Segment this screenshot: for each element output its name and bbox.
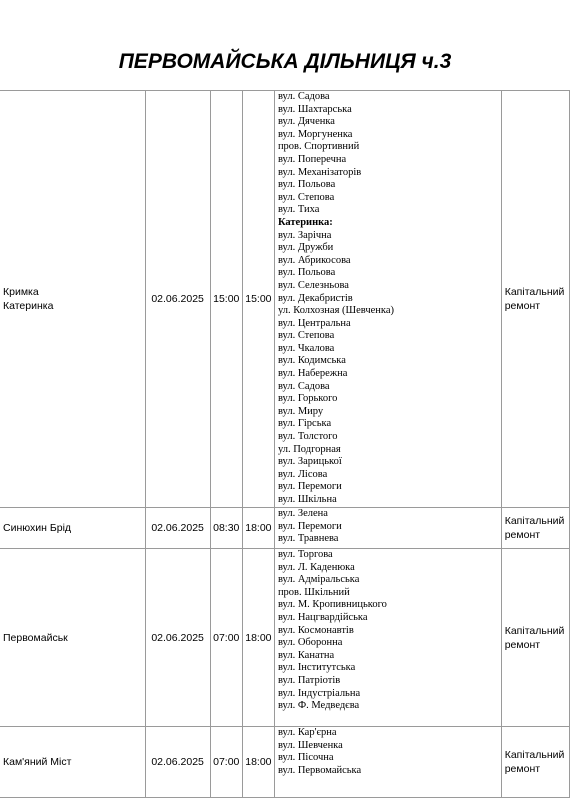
street-item: вул. Лісова (277, 468, 328, 480)
time-to-cell: 15:00 (242, 91, 274, 508)
date-cell: 02.06.2025 (145, 549, 210, 727)
work-type-text: Капітальний (504, 286, 565, 298)
street-item: вул. Зарічна (277, 229, 332, 241)
street-item: вул. Толстого (277, 431, 338, 443)
work-type-text: ремонт (504, 638, 541, 651)
street-item: вул. Степова (277, 191, 335, 203)
street-item: вул. Селезньова (277, 279, 349, 291)
date-cell: 02.06.2025 (145, 91, 210, 508)
street-item: вул. Шкільна (277, 494, 337, 505)
streets-cell (274, 549, 501, 727)
work-type-text: Капітальний (504, 749, 565, 761)
street-item: вул. Канатна (277, 649, 335, 661)
street-item: вул. Кар'єрна (277, 727, 337, 738)
street-item: вул. Польова (277, 179, 336, 191)
work-type-cell (501, 727, 569, 798)
street-item: вул. Адміральська (277, 574, 360, 586)
street-item: вул. Моргуненка (277, 128, 353, 140)
work-type-text: Капітальний (504, 624, 565, 637)
street-item: вул. Оборонна (277, 637, 343, 649)
time-to-cell: 18:00 (242, 549, 274, 727)
page-title: ПЕРВОМАЙСЬКА ДІЛЬНИЦЯ ч.3 (118, 50, 452, 73)
street-item: вул. М. Кропивницького (277, 599, 387, 611)
work-type-text: ремонт (504, 300, 541, 312)
street-item: вул. Гірська (277, 418, 332, 430)
street-item: вул. Інститутська (277, 662, 356, 674)
work-type-text: ремонт (504, 529, 541, 541)
settlement-cell (0, 91, 145, 508)
street-item: вул. Травнева (277, 533, 339, 545)
street-item: вул. Л. Каденюка (277, 561, 355, 573)
time-to-cell: 18:00 (242, 727, 274, 798)
outage-schedule-table (0, 90, 570, 798)
settlement-cell (0, 727, 145, 798)
street-item: вул. Перемоги (277, 520, 342, 532)
streets-cell (274, 91, 501, 508)
time-from-cell: 15:00 (210, 91, 242, 508)
street-item: пров. Спортивний (277, 141, 360, 153)
street-item: вул. Набережна (277, 368, 348, 380)
table-row (0, 508, 570, 549)
date-cell: 02.06.2025 (145, 508, 210, 549)
work-type-text: Капітальний (504, 515, 565, 527)
settlement-name: Первомайськ (3, 631, 68, 644)
settlement-cell (0, 549, 145, 727)
street-item: вул. Механізаторів (277, 166, 362, 178)
street-item: вул. Зарицької (277, 456, 342, 468)
street-item: вул. Степова (277, 330, 335, 342)
street-item: вул. Нацгвардійська (277, 611, 368, 623)
time-from-cell: 08:30 (210, 508, 242, 549)
table-row (0, 91, 570, 508)
street-item: вул. Індустріальна (277, 687, 361, 699)
street-item: вул. Торгова (277, 549, 333, 560)
time-from-cell: 07:00 (210, 549, 242, 727)
street-item: вул. Пісочна (277, 752, 334, 764)
street-item: вул. Первомайська (277, 764, 362, 776)
street-item: вул. Космонавтів (277, 624, 354, 636)
street-item: вул. Декабристів (277, 292, 353, 304)
time-from-cell: 07:00 (210, 727, 242, 798)
time-to-cell: 18:00 (242, 508, 274, 549)
table-row (0, 549, 570, 727)
settlement-cell (0, 508, 145, 549)
work-type-cell (501, 91, 569, 508)
street-item: вул. Абрикосова (277, 254, 351, 266)
street-item: вул. Горького (277, 393, 338, 405)
settlement-name: Кримка (3, 286, 39, 298)
street-item: вул. Чкалова (277, 342, 335, 354)
street-item: вул. Зелена (277, 508, 328, 519)
streets-cell (274, 508, 501, 549)
work-type-cell (501, 549, 569, 727)
street-item: Катеринка: (277, 216, 333, 228)
settlement-name: Синюхин Брід (3, 522, 72, 534)
street-item: вул. Тиха (277, 204, 320, 216)
street-item: вул. Ф. Медведєва (277, 700, 360, 712)
street-item: вул. Кодимська (277, 355, 346, 367)
street-item: вул. Шахтарська (277, 103, 352, 115)
street-item: вул. Польова (277, 267, 336, 279)
street-item: вул. Перемоги (277, 481, 342, 493)
street-item: вул. Поперечна (277, 153, 347, 165)
street-item: вул. Центральна (277, 317, 351, 329)
work-type-cell (501, 508, 569, 549)
street-item: вул. Садова (277, 91, 330, 102)
work-type-text: ремонт (504, 763, 541, 775)
street-item: вул. Дяченка (277, 116, 335, 128)
settlement-name: Катеринка (3, 300, 54, 312)
street-item: вул. Дружби (277, 242, 334, 254)
street-item: вул. Патріотів (277, 674, 341, 686)
streets-cell (274, 727, 501, 798)
date-cell: 02.06.2025 (145, 727, 210, 798)
street-item: пров. Шкільний (277, 586, 350, 598)
street-item: вул. Садова (277, 380, 330, 392)
street-item: вул. Шевченка (277, 739, 343, 751)
settlement-name: Кам'яний Міст (3, 756, 72, 768)
street-item: вул. Миру (277, 405, 324, 417)
table-row (0, 727, 570, 798)
street-item: ул. Колхозная (Шевченка) (277, 305, 394, 317)
street-item: ул. Подгорная (277, 443, 341, 455)
